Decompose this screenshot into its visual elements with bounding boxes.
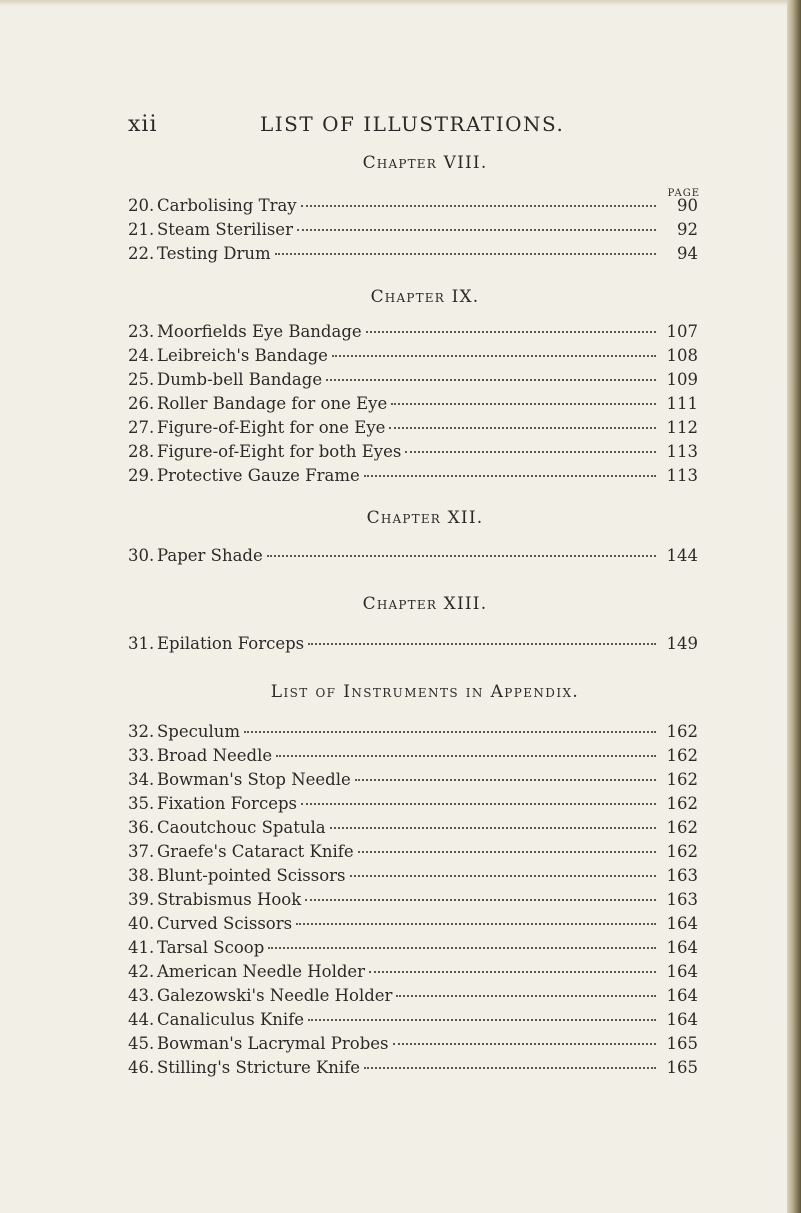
dot-leader (275, 253, 656, 255)
entry-page: 112 (666, 418, 698, 437)
list-item (128, 962, 698, 986)
entry-number: 23. (128, 322, 155, 341)
list-item (128, 394, 698, 418)
entry-number: 29. (128, 466, 155, 485)
entry-page: 164 (666, 938, 698, 957)
dot-leader (308, 643, 656, 645)
entry-name: Tarsal Scoop (157, 938, 265, 957)
page-column-label: PAGE (667, 188, 700, 199)
entry-name: Strabismus Hook (157, 890, 302, 909)
entry-name: Canaliculus Knife (157, 1010, 305, 1029)
entry-number: 39. (128, 890, 155, 909)
entry-name: Testing Drum (157, 244, 271, 263)
entry-page: 162 (666, 842, 698, 861)
dot-leader (308, 1019, 656, 1021)
list-item (128, 1010, 698, 1034)
entry-number: 28. (128, 442, 155, 461)
dot-leader (393, 1043, 656, 1045)
entry-number: 37. (128, 842, 155, 861)
entry-name: Caoutchouc Spatula (157, 818, 326, 837)
entry-number: 21. (128, 220, 155, 239)
list-item (128, 322, 698, 346)
book-page-edge (787, 0, 801, 1213)
list-item (128, 794, 698, 818)
list-item (128, 346, 698, 370)
dot-leader (268, 947, 656, 949)
list-item (128, 746, 698, 770)
entry-page: 108 (666, 346, 698, 365)
entry-name: Paper Shade (157, 546, 263, 565)
entry-name: Dumb-bell Bandage (157, 370, 323, 389)
list-item (128, 770, 698, 794)
entry-page: 90 (677, 196, 698, 215)
dot-leader (244, 731, 656, 733)
dot-leader (330, 827, 656, 829)
running-head (128, 112, 565, 146)
entry-page: 162 (666, 722, 698, 741)
entry-name: Blunt-pointed Scissors (157, 866, 346, 885)
dot-leader (350, 875, 656, 877)
entry-page: 164 (666, 986, 698, 1005)
dot-leader (358, 851, 656, 853)
entry-page: 162 (666, 770, 698, 789)
entry-page: 144 (666, 546, 698, 565)
entry-page: 162 (666, 746, 698, 765)
dot-leader (405, 451, 656, 453)
chapter-heading: Chapter VIII. (362, 153, 488, 173)
page-title: LIST OF ILLUSTRATIONS. (260, 112, 565, 136)
page-top-shadow (0, 0, 801, 6)
entry-number: 25. (128, 370, 155, 389)
entry-page: 163 (666, 866, 698, 885)
dot-leader (391, 403, 656, 405)
entry-name: Stilling's Stricture Knife (157, 1058, 361, 1077)
list-item (128, 938, 698, 962)
list-item (128, 244, 698, 268)
list-item (128, 890, 698, 914)
list-item (128, 722, 698, 746)
entry-page: 164 (666, 962, 698, 981)
entry-name: Roller Bandage for one Eye (157, 394, 388, 413)
list-item (128, 842, 698, 866)
entry-number: 38. (128, 866, 155, 885)
dot-leader (267, 555, 656, 557)
dot-leader (305, 899, 656, 901)
dot-leader (364, 1067, 656, 1069)
chapter-heading: Chapter IX. (370, 287, 480, 307)
entry-number: 35. (128, 794, 155, 813)
list-item (128, 442, 698, 466)
entry-page: 165 (666, 1058, 698, 1077)
entry-page: 113 (666, 466, 698, 485)
entry-page: 164 (666, 1010, 698, 1029)
entry-name: Figure-of-Eight for both Eyes (157, 442, 402, 461)
list-item (128, 866, 698, 890)
entry-number: 20. (128, 196, 155, 215)
dot-leader (366, 331, 656, 333)
list-item (128, 1034, 698, 1058)
entry-number: 41. (128, 938, 155, 957)
dot-leader (364, 475, 656, 477)
appendix-heading: List of Instruments in Appendix. (270, 682, 580, 702)
entry-number: 43. (128, 986, 155, 1005)
entry-page: 107 (666, 322, 698, 341)
dot-leader (297, 229, 656, 231)
entry-name: Leibreich's Bandage (157, 346, 328, 365)
entry-number: 22. (128, 244, 155, 263)
dot-leader (296, 923, 656, 925)
list-item (128, 986, 698, 1010)
dot-leader (396, 995, 656, 997)
entry-page: 165 (666, 1034, 698, 1053)
dot-leader (369, 971, 656, 973)
entry-name: Epilation Forceps (157, 634, 305, 653)
dot-leader (276, 755, 656, 757)
entry-name: Carbolising Tray (157, 196, 297, 215)
chapter-heading: Chapter XII. (366, 508, 484, 528)
list-item (128, 196, 698, 220)
list-item (128, 818, 698, 842)
entry-page: 109 (666, 370, 698, 389)
dot-leader (301, 205, 656, 207)
dot-leader (389, 427, 656, 429)
entry-number: 26. (128, 394, 155, 413)
entry-name: Moorfields Eye Bandage (157, 322, 362, 341)
entry-page: 92 (677, 220, 698, 239)
list-item (128, 466, 698, 490)
entry-page: 113 (666, 442, 698, 461)
entry-name: Galezowski's Needle Holder (157, 986, 393, 1005)
list-item (128, 370, 698, 394)
chapter-heading: Chapter XIII. (362, 594, 488, 614)
entry-number: 32. (128, 722, 155, 741)
page-number: xii (128, 112, 158, 137)
list-item (128, 914, 698, 938)
entry-number: 40. (128, 914, 155, 933)
entry-name: American Needle Holder (157, 962, 366, 981)
entry-page: 94 (677, 244, 698, 263)
entry-name: Broad Needle (157, 746, 273, 765)
entry-page: 162 (666, 794, 698, 813)
entry-name: Figure-of-Eight for one Eye (157, 418, 386, 437)
entry-number: 27. (128, 418, 155, 437)
dot-leader (355, 779, 656, 781)
entry-page: 111 (666, 394, 698, 413)
entry-name: Steam Steriliser (157, 220, 293, 239)
entry-number: 24. (128, 346, 155, 365)
entry-page: 162 (666, 818, 698, 837)
entry-number: 31. (128, 634, 155, 653)
entry-name: Bowman's Lacrymal Probes (157, 1034, 389, 1053)
dot-leader (301, 803, 656, 805)
entry-name: Speculum (157, 722, 241, 741)
entry-page: 149 (666, 634, 698, 653)
list-item (128, 1058, 698, 1082)
entry-page: 163 (666, 890, 698, 909)
dot-leader (332, 355, 656, 357)
entry-name: Protective Gauze Frame (157, 466, 360, 485)
list-item (128, 634, 698, 658)
entry-number: 30. (128, 546, 155, 565)
entry-number: 44. (128, 1010, 155, 1029)
list-item (128, 546, 698, 570)
entry-number: 45. (128, 1034, 155, 1053)
entry-number: 42. (128, 962, 155, 981)
list-item (128, 418, 698, 442)
entry-number: 34. (128, 770, 155, 789)
entry-number: 36. (128, 818, 155, 837)
dot-leader (326, 379, 656, 381)
entry-number: 33. (128, 746, 155, 765)
entry-name: Graefe's Cataract Knife (157, 842, 354, 861)
entry-name: Fixation Forceps (157, 794, 297, 813)
list-item (128, 220, 698, 244)
entry-name: Curved Scissors (157, 914, 293, 933)
entry-number: 46. (128, 1058, 155, 1077)
entry-name: Bowman's Stop Needle (157, 770, 351, 789)
entry-page: 164 (666, 914, 698, 933)
